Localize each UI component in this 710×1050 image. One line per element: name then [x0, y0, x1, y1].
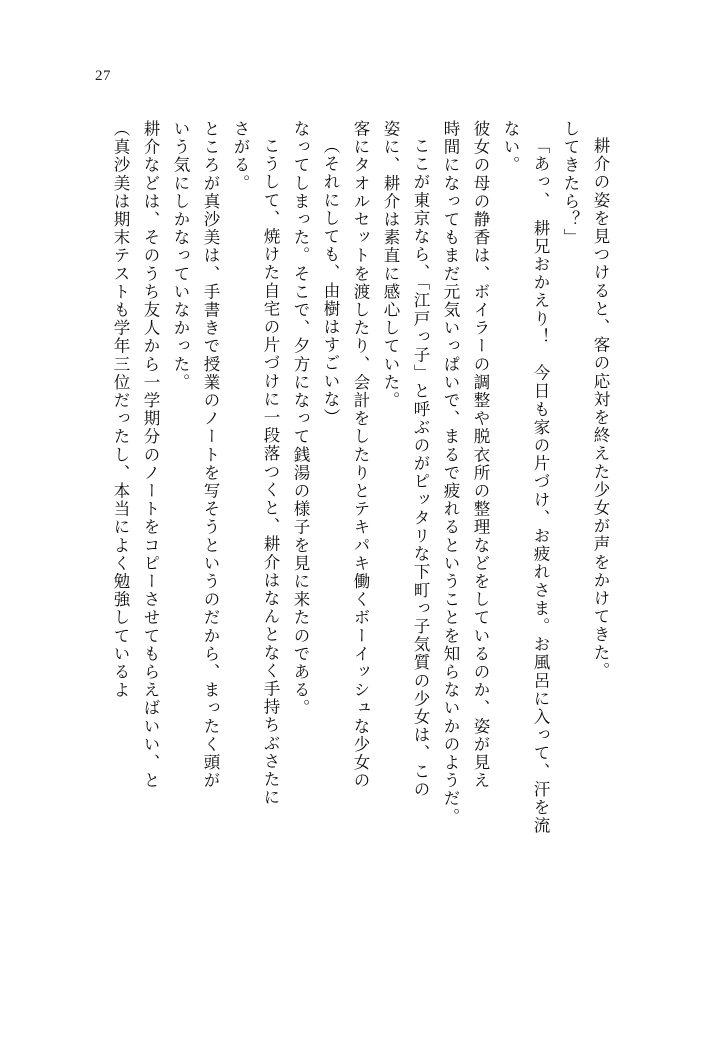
vertical-text-block: [98, 120, 658, 950]
text-line: 時間になってもまだ元気いっぱいで、まるで疲れるということを知らないかのようだ。: [441, 120, 460, 826]
text-line: 「あっ、 耕兄おかえり！ 今日も家の片づけ、お疲れさま。お風呂に入って、汗を流: [531, 137, 550, 835]
text-line: 姿に、耕介は素直に感心していた。: [381, 120, 400, 410]
text-line: 耕介の姿を見つけると、客の応対を終えた少女が声をかけてきた。: [591, 137, 610, 680]
text-line: （真沙美は期末テストも学年三位だったし、本当によく勉強しているよ: [111, 120, 130, 700]
text-line: なってしまった。そこで、夕方になって銭湯の様子を見に来たのである。: [291, 120, 310, 718]
text-line: こうして、焼けた自宅の片づけに一段落つくと、耕介はなんとなく手持ちぶさたに: [261, 137, 280, 807]
text-line: してきたら？」: [561, 120, 580, 247]
text-line: さがる。: [231, 120, 250, 193]
text-line: 彼女の母の静香は、ボイラーの調整や脱衣所の整理などをしているのか、姿が見え: [471, 120, 490, 790]
text-line: ところが真沙美は、手書きで授業のノートを写そうというのだから、まったく頭が: [201, 120, 220, 790]
text-line: 客にタオルセットを渡したり、会計をしたりとテキパキ働くボーイッシュな少女の: [351, 120, 370, 790]
text-line: 耕介などは、そのうち友人から一学期分のノートをコピーさせてもらえばいい、と: [141, 120, 160, 790]
page-number: 27: [95, 68, 111, 84]
text-line: ない。: [501, 120, 520, 175]
text-line: いう気にしかなっていなかった。: [171, 120, 190, 392]
text-line: （それにしても、由樹はすごいな）: [321, 137, 340, 427]
text-line: ここが東京なら、「江戸っ子」と呼ぶのがピッタリな下町っ子気質の少女は、この: [411, 137, 430, 799]
